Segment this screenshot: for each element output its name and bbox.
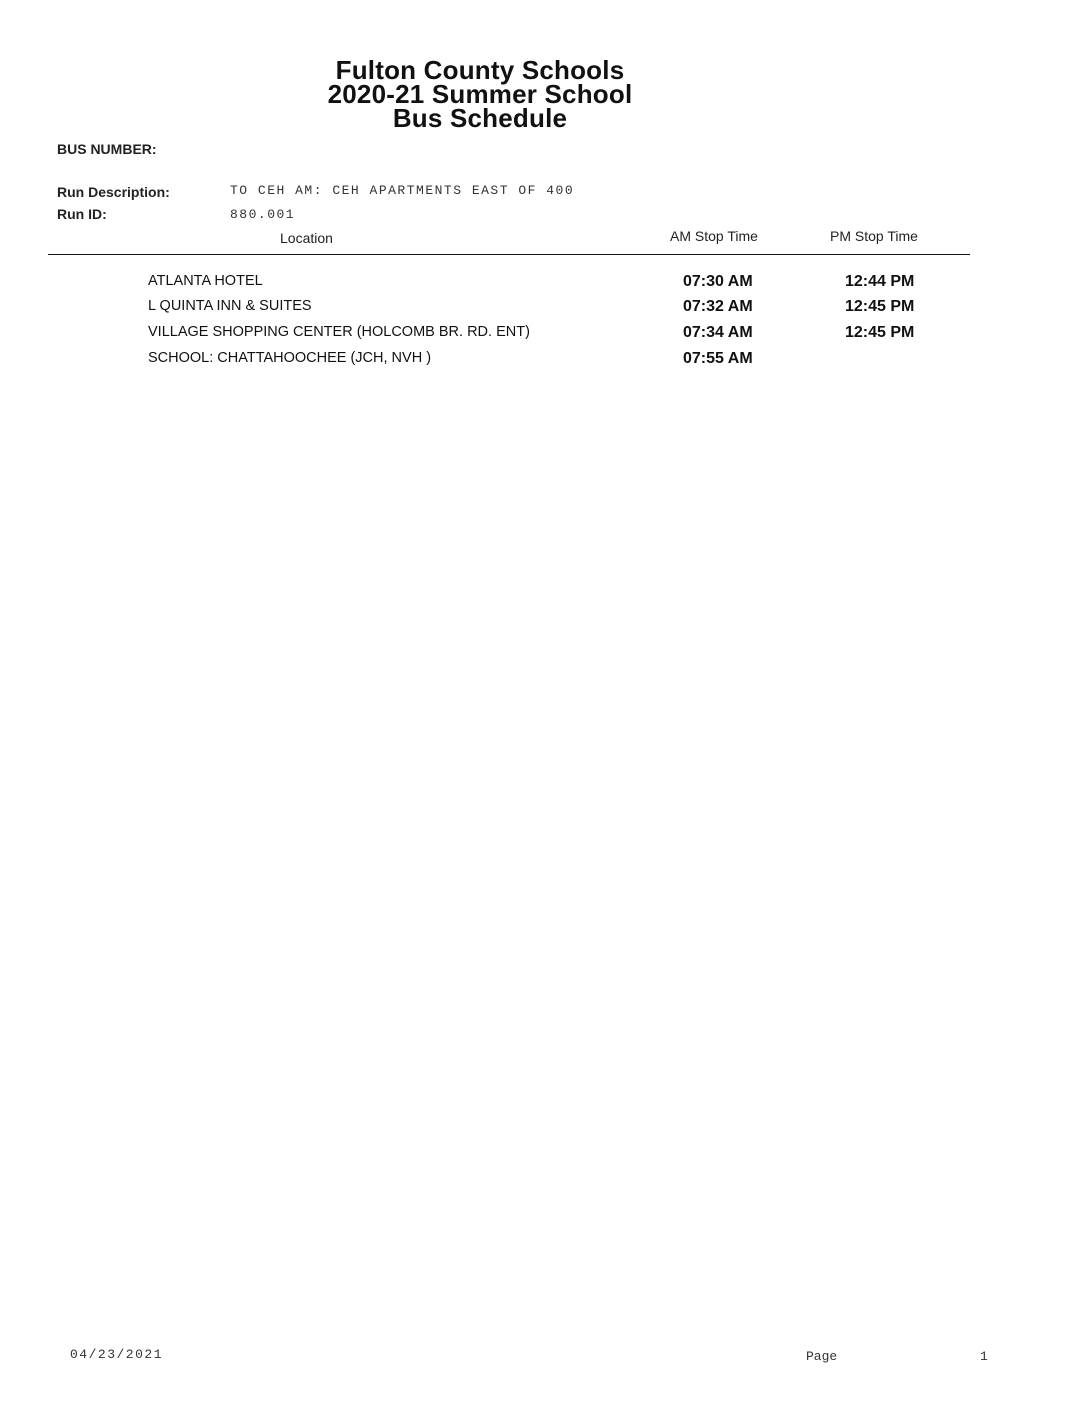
title-line-organization: Fulton County Schools [335, 55, 625, 85]
stop-location: L QUINTA INN & SUITES [148, 298, 312, 314]
run-id-label: Run ID: [57, 206, 107, 222]
run-description-value: TO CEH AM: CEH APARTMENTS EAST OF 400 [230, 183, 575, 198]
document-title [260, 55, 700, 133]
pm-stop-time: 12:44 PM [845, 273, 915, 290]
run-description-label: Run Description: [57, 184, 170, 200]
am-stop-time: 07:32 AM [683, 298, 753, 315]
table-row [0, 273, 1089, 299]
column-header-pm-stop-time: PM Stop Time [830, 228, 918, 244]
title-line-program: 2020-21 Summer School [327, 79, 633, 109]
column-header-am-stop-time: AM Stop Time [670, 228, 758, 244]
am-stop-time: 07:30 AM [683, 273, 753, 290]
am-stop-time: 07:55 AM [683, 350, 753, 367]
header-divider [48, 254, 970, 255]
am-stop-time: 07:34 AM [683, 324, 753, 341]
title-line-document-type: Bus Schedule [392, 103, 568, 133]
column-header-location: Location [280, 230, 333, 246]
pm-stop-time: 12:45 PM [845, 324, 915, 341]
table-row [0, 324, 1089, 350]
run-id-value: 880.001 [230, 207, 296, 222]
print-date: 04/23/2021 [70, 1347, 164, 1362]
page-number: 1 [980, 1349, 988, 1364]
table-row [0, 298, 1089, 324]
stop-location: VILLAGE SHOPPING CENTER (HOLCOMB BR. RD. ENT) [148, 324, 530, 340]
page-label: Page [806, 1349, 838, 1364]
pm-stop-time: 12:45 PM [845, 298, 915, 315]
table-row [0, 350, 1089, 376]
bus-number-label: BUS NUMBER: [57, 141, 157, 157]
stop-location: ATLANTA HOTEL [148, 273, 263, 289]
stop-location: SCHOOL: CHATTAHOOCHEE (JCH, NVH ) [148, 350, 432, 366]
